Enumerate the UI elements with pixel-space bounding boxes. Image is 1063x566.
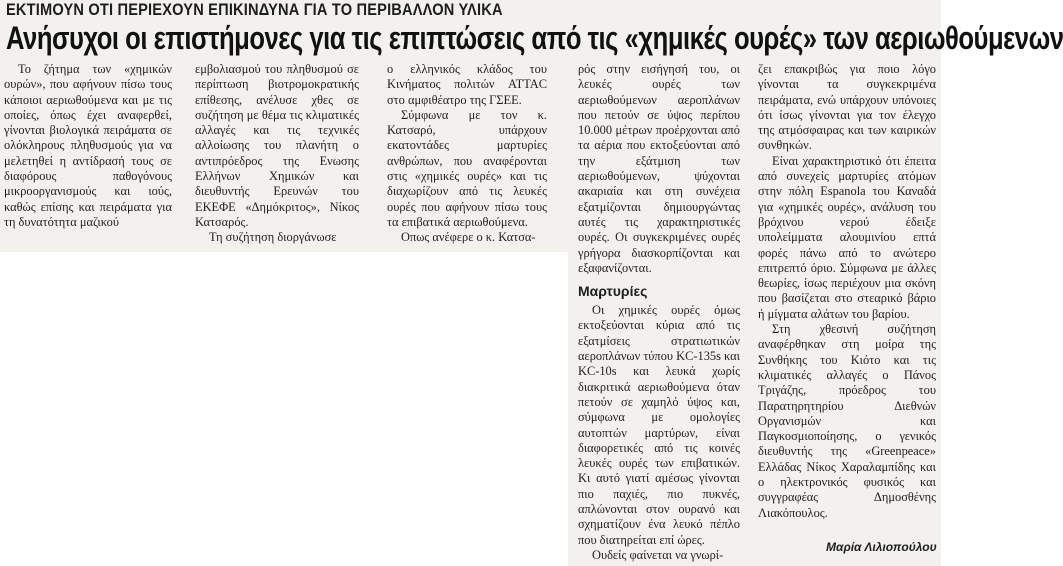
paragraph: Το ζήτημα των «χημικών ουρών», που αφήνουν πίσω τους κάποιοι αεριωθούμενα και με τις οποίες, όπως έχει αναφερθεί, γίνονται βιολογικά πειράματα σε ολόκληρους πληθυσμούς για να μελετηθεί η αντίδρασή τους σε διαφόρους παθογόνους μικροοργανισμούς και ιούς, καθώς επίσης και πειράματα για τη δυνατότητα μαζικού (4, 62, 172, 229)
article-column-2 (195, 62, 359, 248)
paragraph: Τη συζήτηση διοργάνωσε (209, 230, 337, 245)
author-byline: Μαρία Λιλιοπούλου (826, 540, 937, 554)
paragraph: Σύμφωνα με τον κ. Κατσαρό, υπάρχουν εκατοντάδες μαρτυρίες ανθρώπων, που αναφέρονται στις «χημικές ουρές» και τις διαχωρίζουν από τις λευκές ουρές που αφήνουν πίσω τους τα επιβατικά αεριωθούμενα. (387, 107, 547, 229)
paragraph: εμβολιασμού του πληθυσμού σε περίπτωση βιοτρομοκρατικής επίθεσης, ανέλυσε χθες σε συζήτηση με θέμα τις κλιματικές αλλαγές και τις τεχνικές αλλοίωσης του πλανήτη ο αντιπρόεδρος της Ενωσης Ελλήνων Χημικών και διευθυντής Ερευνών του ΕΚΕΦΕ «Δημόκριτος», Νίκος Κατσαρός. (195, 62, 359, 229)
article-column-3 (387, 62, 547, 248)
article-headline: Ανήσυχοι οι επιστήμονες για τις επιπτώσεις από τις «χημικές ουρές» των αεριωθούμενων (6, 20, 1063, 56)
paragraph: ο ελληνικός κλάδος του Κινήματος πολιτών ATTAC στο αμφιθέατρο της ΓΣΕΕ. (387, 62, 547, 107)
paragraph: Οι χημικές ουρές όμως εκτοξεύονται κύρια από τις εξατμίσεις στρατιωτικών αεροπλάνων τύπου KC-135s και KC-10s και λευκά χωρίς διακριτικά αεριωθούμενα όταν πετούν σε χαμηλό ύψος και, σύμφωνα με ομολογίες αυτοπτών μαρτύρων, είναι διαφορετικές από τις κοινές λευκές ουρές των επιβατικών. Κι αυτό γιατί αμέσως γίνονται πιο παχιές, πιο πυκνές, απλώνονται στον ουρανό και σχηματίζουν ένα λευκό πέπλο που διατηρείται επί ώρες. (578, 303, 740, 547)
paragraph: Είναι χαρακτηριστικό ότι έπειτα από συνεχείς μαρτυρίες ατόμων στην πόλη Espanola του Καναδά για «χημικές ουρές», ανάλυση του βρόχινου νερού έδειξε υπολείμματα αλουμινίου επτά φορές πάνω από το ανώτερο επιτρεπτό όριο. Σύμφωνα με άλλες θεωρίες, ίσως περιέχουν μια σκόνη που βασίζεται στο στεαρικό βάριο ή μίγματα αλάτων του βαρίου. (758, 153, 936, 321)
paragraph: ρός στην εισήγησή του, οι λευκές ουρές των αεριωθούμενων αεροπλάνων που πετούν σε ύψος περίπου 10.000 μέτρων προέρχονται από τα αέρια που εκτοξεύονται από την εξάτμιση των αεριωθούμενων, ψύχονται ακαριαία και στη συνέχεια εξατμίζονται δημιουργώντας αυτές τις χαρακτηριστικές ουρές. Οι συγκεκριμένες ουρές γρήγορα διασκορπίζονται και εξαφανίζονται. (578, 62, 740, 275)
paragraph: Ουδείς φαίνεται να γνωρί- (592, 547, 724, 562)
paragraph: ζει επακριβώς για ποιο λόγο γίνονται τα συγκεκριμένα πειράματα, ενώ υπάρχουν υπόνοιες ότι ίσως γίνονται για τον έλεγχο της ατμόσφαιρας και των καιρικών συνθηκών. (758, 62, 936, 153)
paragraph: Στη χθεσινή συζήτηση αναφέρθηκαν στη μοίρα της Συνθήκης του Κιότο και τις κλιματικές αλλαγές ο Πάνος Τριγάζης, πρόεδρος του Παρατηρητηρίου Διεθνών Οργανισμών και Παγκοσμιοποίησης, ο γενικός διευθυντής της «Greenpeace» Ελλάδας Νίκος Χαραλαμπίδης και ο ηλεκτρονικός φυσικός και συγγραφέας Δημοσθένης Λιακόπουλος. (758, 322, 936, 520)
article-column-5 (758, 62, 936, 537)
article-column-1 (4, 62, 172, 248)
blank-area (0, 252, 568, 566)
article-kicker: ΕΚΤΙΜΟΥΝ ΟΤΙ ΠΕΡΙΕΧΟΥΝ ΕΠΙΚΙΝΔΥΝΑ ΓΙΑ ΤΟ ΠΕΡΙΒΑΛΛΟΝ ΥΛΙΚΑ (6, 0, 503, 19)
section-subheading: Μαρτυρίες (578, 283, 648, 300)
paragraph: Οπως ανέφερε ο κ. Κατσα- (401, 230, 536, 245)
article-column-4 (578, 62, 740, 562)
